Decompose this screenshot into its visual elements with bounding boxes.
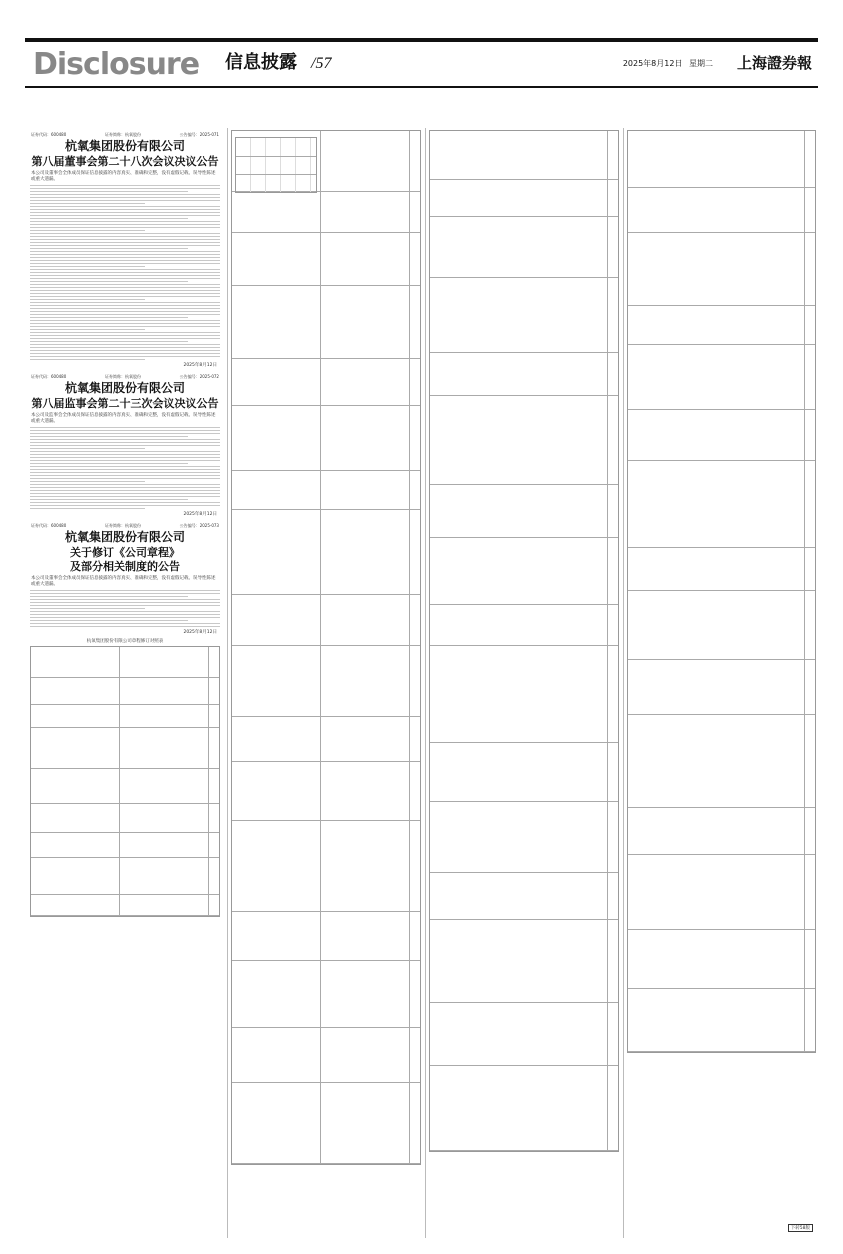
dateline — [619, 58, 713, 69]
announcement-date: 2025年8月12日 — [183, 630, 217, 635]
security-abbr: 证券简称：杭氧股份 — [105, 132, 141, 137]
announcement-date: 2025年8月12日 — [183, 363, 217, 368]
announcement-supervisory-resolution — [27, 374, 223, 517]
security-abbr: 证券简称：杭氧股份 — [105, 374, 141, 379]
content-area — [25, 128, 818, 1238]
announcement-no: 公告编号：2025-073 — [179, 523, 219, 528]
amendment-table-title: 杭氧集团股份有限公司章程修订对照表 — [86, 639, 164, 644]
announcement-date: 2025年8月12日 — [183, 512, 217, 517]
announcement-notice: 本公司及董事会全体成员保证信息披露的内容真实、准确和完整，没有虚假记载、误导性陈述或重大遗漏。 — [31, 171, 216, 182]
amendment-table-cont — [429, 130, 619, 1152]
masthead-bottom-rule — [25, 86, 818, 88]
announcement-meta — [31, 523, 219, 529]
date: 2025年8月12日 — [622, 59, 683, 68]
security-code: 证券代码：600480 — [31, 374, 67, 379]
announcement-title-line2: 及部分相关制度的公告 — [70, 560, 180, 573]
announcement-articles-amendment — [27, 523, 223, 917]
table-figure — [235, 137, 317, 193]
announcement-title: 第八届监事会第二十三次会议决议公告 — [31, 397, 219, 410]
masthead — [25, 44, 818, 86]
disclosure-wordmark: Disclosure — [33, 47, 200, 82]
announcement-no: 公告编号：2025-072 — [179, 374, 219, 379]
column-1 — [25, 128, 225, 1238]
company-name: 杭氧集团股份有限公司 — [64, 139, 185, 153]
amendment-table-cont — [231, 130, 421, 1165]
weekday: 星期二 — [689, 59, 713, 68]
company-name: 杭氧集团股份有限公司 — [64, 530, 185, 544]
security-code: 证券代码：600480 — [31, 132, 67, 137]
announcement-board-resolution — [27, 132, 223, 368]
security-code: 证券代码：600480 — [31, 523, 67, 528]
column-4 — [623, 128, 819, 1238]
announcement-meta — [31, 132, 219, 138]
announcement-notice: 本公司及监事会全体成员保证信息披露的内容真实、准确和完整，没有虚假记载、误导性陈述或重大遗漏。 — [31, 413, 216, 424]
top-rule — [25, 38, 818, 42]
announcement-title: 第八届董事会第二十八次会议决议公告 — [31, 155, 219, 168]
security-abbr: 证券简称：杭氧股份 — [105, 523, 141, 528]
continued-on-page-mark: 下转58版 — [788, 1224, 813, 1232]
column-3 — [425, 128, 622, 1238]
announcement-meta — [31, 374, 219, 380]
section-title: 信息披露 — [225, 52, 297, 73]
amendment-table — [30, 646, 220, 917]
newspaper-logo: 上海證券報 — [736, 54, 812, 72]
amendment-table-cont — [627, 130, 816, 1053]
announcement-notice: 本公司及董事会全体成员保证信息披露的内容真实、准确和完整，没有虚假记载、误导性陈述或重大遗漏。 — [31, 576, 216, 587]
announcement-no: 公告编号：2025-071 — [179, 132, 219, 137]
page-number: /57 — [311, 55, 332, 72]
column-2 — [227, 128, 424, 1238]
announcement-title-line1: 关于修订《公司章程》 — [70, 546, 180, 559]
company-name: 杭氧集团股份有限公司 — [64, 381, 185, 395]
